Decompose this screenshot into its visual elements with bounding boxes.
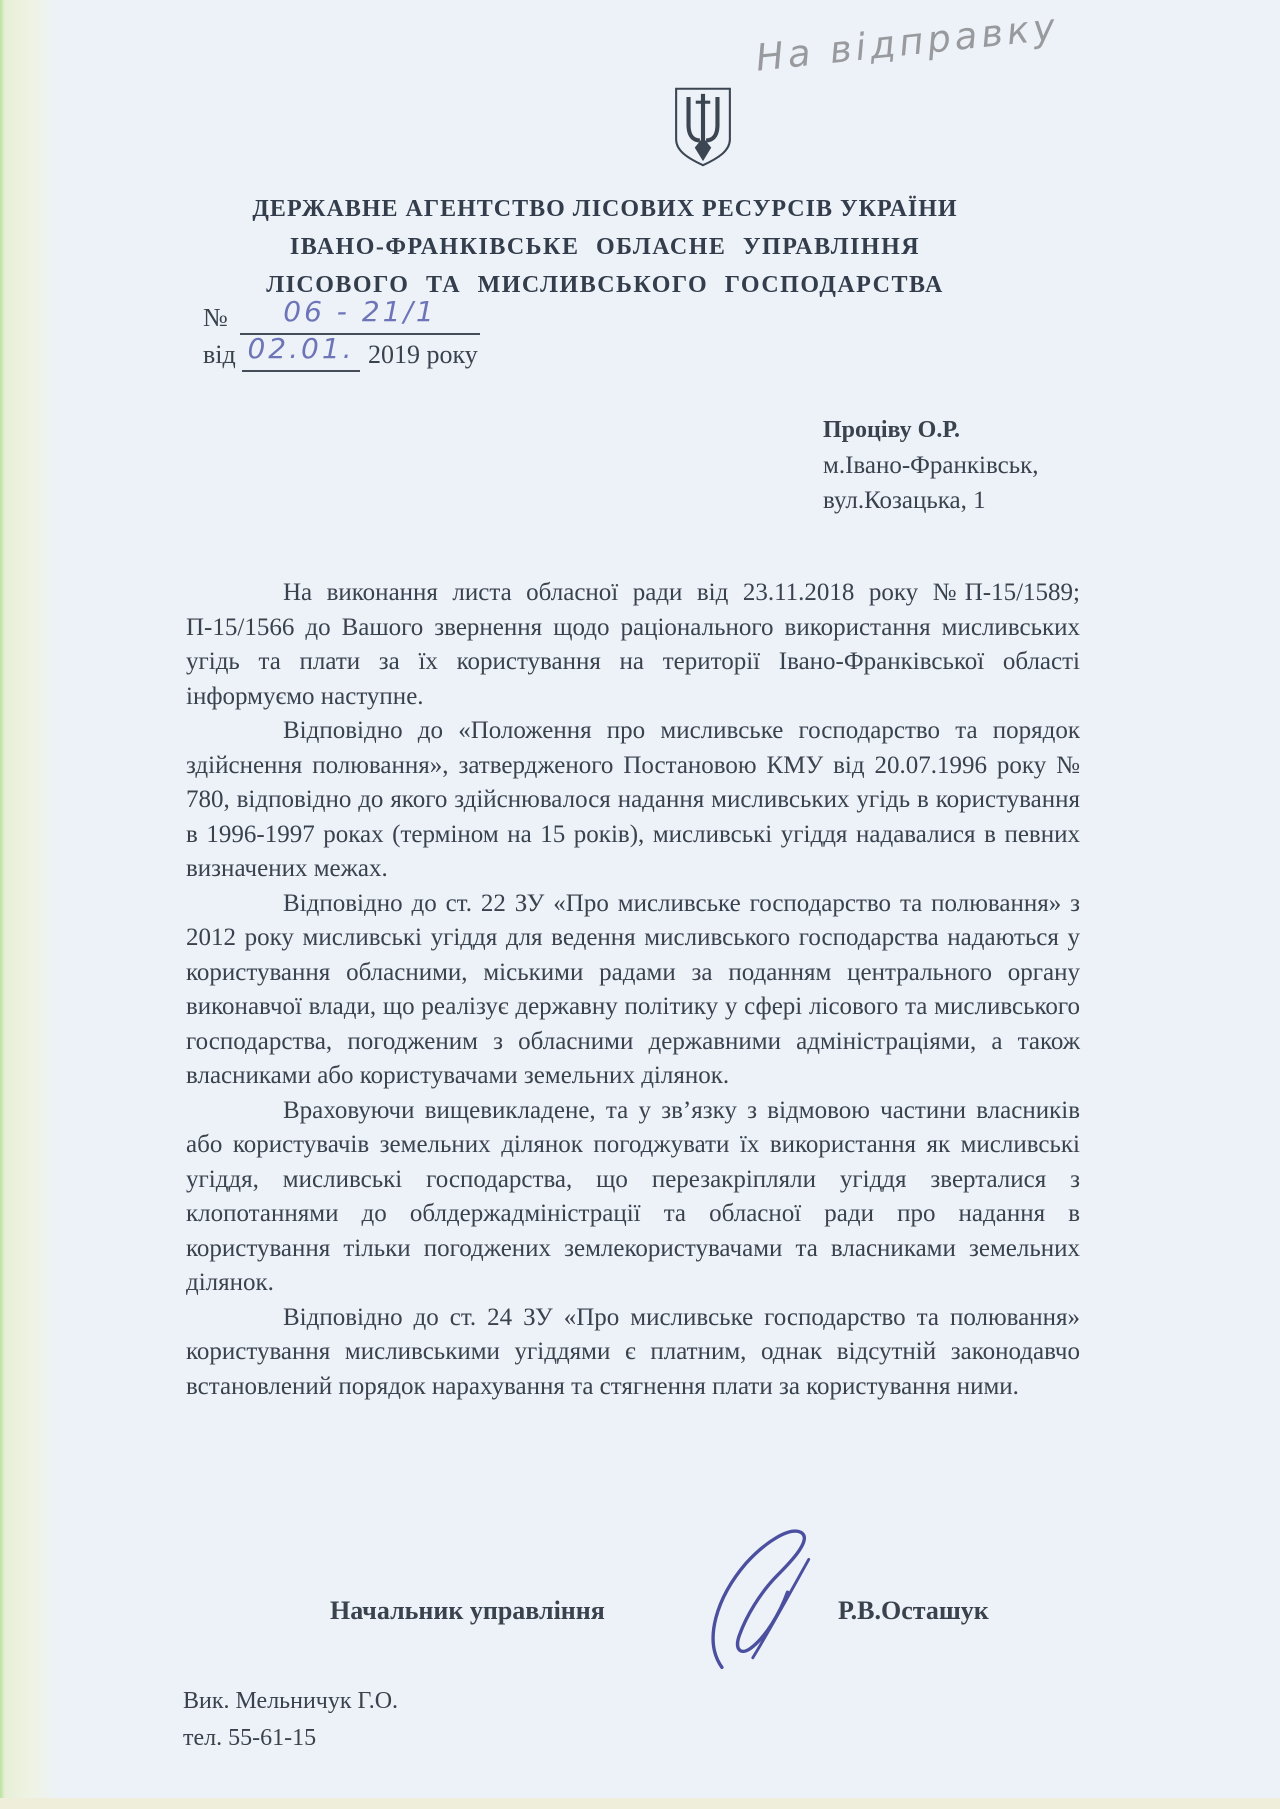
- signatory-name: Р.В.Осташук: [838, 1596, 989, 1625]
- addressee-city: м.Івано-Франківськ,: [823, 452, 1039, 479]
- tryzub-emblem-icon: [672, 85, 734, 169]
- reference-date-line: [242, 332, 360, 372]
- paragraph-4: Враховуючи вищевикладене, та у зв’язку з відмовою частини власників або користувачів земельних ділянок погоджувати їх використання як мисливські угіддя, мисливські господарства, що перезакріпляли угіддя зверталися з клопотаннями до облдержадміністрації та обласної ради про надання в користування тільки погоджених землекористувачами та власниками земельних ділянок.: [186, 1096, 1080, 1296]
- handwritten-routing-note: На відправку: [753, 5, 1061, 80]
- reference-number-label: №: [203, 303, 228, 332]
- executor-phone: тел. 55-61-15: [183, 1725, 317, 1751]
- signature-scribble-icon: [693, 1522, 828, 1672]
- paragraph-2: Відповідно до «Положення про мисливське господарство та порядок здійснення полювання», затвердженого Постановою КМУ від 20.07.1996 року № 780, відповідно до якого здійснювалося надання мисливських угідь в користування в 1996-1997 роках (терміном на 15 років), мисливські угіддя надавалися в певних визначених межах.: [186, 717, 1080, 882]
- executor-name: Вик. Мельничук Г.О.: [183, 1688, 399, 1714]
- reference-number-value: 06 - 21/1: [283, 295, 437, 328]
- executor-block: [183, 1683, 398, 1757]
- scan-edge-bottom: [0, 1798, 1280, 1809]
- letter-body: [186, 576, 1080, 1404]
- letterhead-office-line2: ЛІСОВОГО ТА МИСЛИВСЬКОГО ГОСПОДАРСТВА: [266, 272, 944, 298]
- reference-date-label: від: [203, 340, 236, 369]
- reference-number-line: [240, 295, 480, 335]
- reference-block: [203, 295, 623, 377]
- scan-edge-left: [0, 0, 58, 1809]
- letterhead-office-line1: ІВАНО-ФРАНКІВСЬКЕ ОБЛАСНЕ УПРАВЛІННЯ: [289, 234, 921, 260]
- addressee-block: [823, 413, 1039, 518]
- reference-date-row: [203, 332, 623, 377]
- letterhead: [150, 190, 1060, 304]
- reference-date-value: 02.01.: [247, 332, 355, 365]
- paragraph-5: Відповідно до ст. 24 ЗУ «Про мисливське господарство та полювання» користування мисливськими угіддями є платним, однак відсутній законодавчо встановлений порядок нарахування та стягнення плати за користування ними.: [186, 1303, 1080, 1400]
- letterhead-agency: ДЕРЖАВНЕ АГЕНТСТВО ЛІСОВИХ РЕСУРСІВ УКРАЇНИ: [252, 196, 958, 222]
- addressee-street: вул.Козацька, 1: [823, 487, 986, 514]
- paragraph-1: На виконання листа обласної ради від 23.11.2018 року №П-15/1589; П-15/1566 до Вашого звернення щодо раціонального використання мисливських угідь та плати за їх користування на території Івано-Франківської області інформуємо наступне.: [186, 579, 1080, 710]
- signatory-position: Начальник управління: [330, 1596, 605, 1625]
- reference-date-suffix: 2019 року: [368, 340, 478, 369]
- addressee-name: Проціву О.Р.: [823, 417, 960, 443]
- paragraph-3: Відповідно до ст. 22 ЗУ «Про мисливське господарство та полювання» з 2012 року мисливські угіддя для ведення мисливського господарства надаються у користування обласними, міськими радами за поданням центрального органу виконавчої влади, що реалізує державну політику у сфері лісового та мисливського господарства, погодженим з обласними державними адміністраціями, а також власниками або користувачами земельних ділянок.: [186, 889, 1080, 1089]
